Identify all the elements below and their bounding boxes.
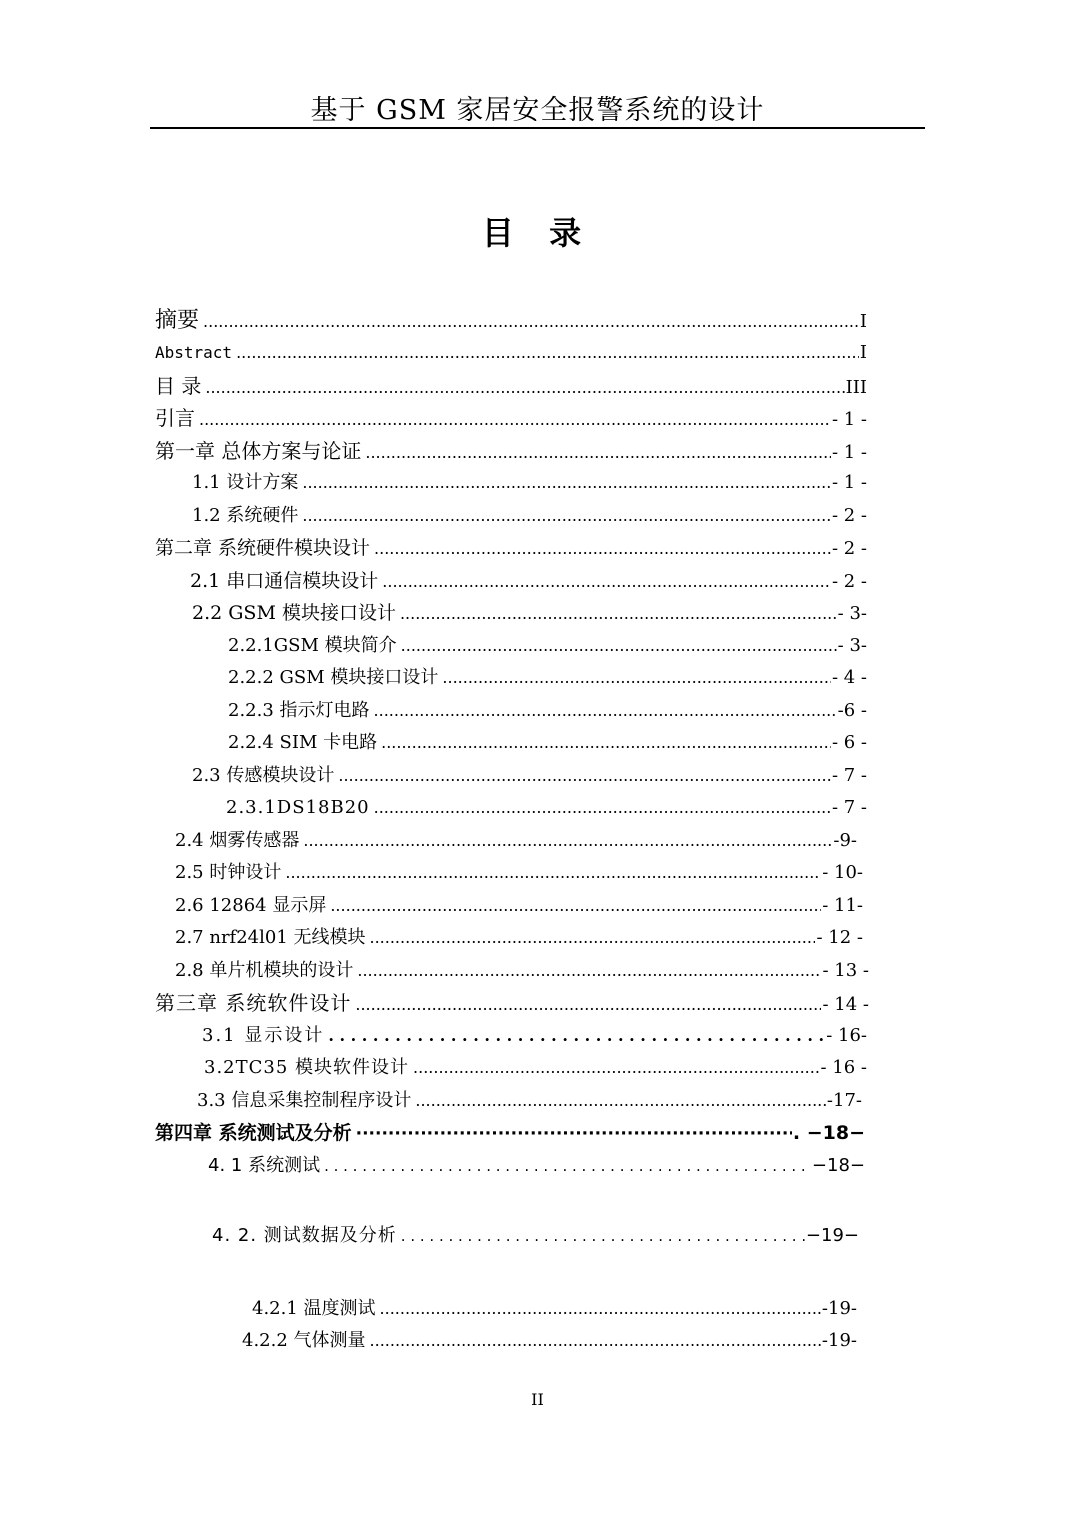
toc-page-number: III (845, 377, 867, 398)
toc-leader (302, 468, 831, 498)
toc-leader (205, 373, 844, 403)
toc-entry-4-2[interactable] (212, 1221, 859, 1251)
toc-page-number: - 16- (826, 1025, 867, 1046)
toc-leader (442, 663, 831, 693)
toc-page-number: - 3- (837, 635, 867, 656)
toc-leader (302, 501, 831, 531)
toc-entry-label: 第四章 系统测试及分析 (155, 1122, 352, 1144)
toc-leader (338, 761, 831, 791)
toc-entry-4-2-1[interactable] (252, 1294, 857, 1324)
toc-entry-3-2[interactable] (204, 1053, 867, 1083)
toc-page-number: - 3- (837, 603, 867, 624)
toc-entry-label: 1.1 设计方案 (192, 472, 299, 493)
toc-entry-chapter-1[interactable] (155, 436, 867, 466)
toc-entry-label: 2.2.3 指示灯电路 (228, 700, 370, 721)
toc-entry-chapter-2[interactable] (155, 533, 867, 563)
toc-entry-2-2[interactable] (192, 598, 867, 628)
toc-leader (400, 599, 837, 629)
toc-entry-label: 2.2.4 SIM 卡电路 (228, 732, 378, 753)
toc-entry-2-2-4[interactable] (228, 728, 867, 758)
toc-page-number: - 2 - (831, 538, 867, 559)
toc-page-number: - 4 - (831, 667, 867, 688)
toc-page-number: -9- (833, 830, 857, 851)
toc-entry-2-2-2[interactable] (228, 663, 867, 693)
toc-leader (330, 891, 821, 921)
toc-page-number: I (859, 342, 867, 363)
toc-entry-2-6[interactable] (175, 891, 863, 921)
toc-page-number: - 14 - (822, 994, 869, 1015)
toc-entry-label: 1.2 系统硬件 (192, 505, 299, 526)
toc-page-number: - 12 - (816, 927, 863, 948)
toc-leader (401, 1221, 805, 1251)
toc-entry-label: 2.2.1GSM 模块简介 (228, 635, 397, 656)
toc-entry-label: 摘要 (155, 308, 200, 333)
toc-page-number: - 1 - (831, 442, 867, 463)
toc-entry-chapter-3[interactable] (155, 988, 869, 1018)
toc-entry-label: Abstract (155, 343, 233, 362)
toc-page-number: - 7 - (831, 765, 867, 786)
toc-leader (370, 1326, 821, 1356)
toc-entry-2-1[interactable] (190, 566, 867, 596)
toc-entry-2-7[interactable] (175, 923, 863, 953)
toc-page-number: - 11- (822, 895, 863, 916)
toc-leader (357, 956, 821, 986)
toc-entry-label: 2.1 串口通信模块设计 (190, 570, 379, 592)
toc-leader (381, 728, 831, 758)
toc-leader (380, 1294, 821, 1324)
toc-entry-4-1[interactable] (208, 1151, 865, 1181)
toc-page-number: - 2 - (831, 571, 867, 592)
toc-leader (413, 1053, 819, 1083)
toc-entry-2-8[interactable] (175, 956, 869, 986)
toc-entry-label: 引言 (155, 406, 195, 430)
toc-entry-2-3[interactable] (192, 761, 867, 791)
toc-entry-label: 3.2TC35 模块软件设计 (204, 1057, 410, 1078)
toc-entry-label: 4.2.2 气体测量 (242, 1330, 366, 1351)
toc-leader (199, 405, 831, 435)
toc-leader (356, 1119, 792, 1149)
toc-entry-3-3[interactable] (197, 1086, 862, 1116)
toc-leader (303, 826, 832, 856)
toc-entry-2-3-1[interactable] (226, 793, 867, 823)
toc-entry-label: 第三章 系统软件设计 (155, 991, 352, 1015)
toc-page-number: - 2 - (831, 505, 867, 526)
toc-leader (285, 858, 821, 888)
toc-entry-2-2-3[interactable] (228, 696, 867, 726)
toc-page-number: −19− (805, 1225, 859, 1246)
header-rule (150, 127, 925, 129)
page-number: II (531, 1390, 544, 1409)
toc-page-number: I (859, 311, 867, 332)
toc-entry-label: 2.8 单片机模块的设计 (175, 960, 354, 981)
toc-entry-3-1[interactable] (202, 1021, 867, 1051)
toc-entry-label: 2.7 nrf24l01 无线模块 (175, 927, 366, 948)
toc-entry-label: 3.3 信息采集控制程序设计 (197, 1090, 412, 1111)
toc-leader (203, 307, 859, 337)
toc-page-number: . −18− (792, 1122, 865, 1144)
toc-page-number: −18− (811, 1155, 865, 1176)
toc-page-number: - 7 - (831, 797, 867, 818)
toc-page-number: - 1 - (831, 409, 867, 430)
toc-entry-label: 4. 1 系统测试 (208, 1155, 321, 1176)
toc-leader (355, 990, 821, 1020)
toc-page-number: - 10- (822, 862, 863, 883)
toc-leader (374, 696, 837, 726)
toc-entry-label: 第一章 总体方案与论证 (155, 439, 362, 463)
toc-leader (415, 1086, 826, 1116)
toc-entry-contents[interactable] (155, 371, 867, 401)
toc-entry-abstract-cn[interactable] (155, 306, 867, 336)
running-header: 基于 GSM 家居安全报警系统的设计 (310, 95, 765, 126)
toc-page-number: - 13 - (822, 960, 869, 981)
toc-leader (328, 1021, 825, 1051)
toc-entry-introduction[interactable] (155, 403, 867, 433)
toc-leader (382, 567, 831, 597)
toc-entry-label: 4. 2. 测试数据及分析 (212, 1225, 397, 1246)
toc-entry-label: 2.4 烟雾传感器 (175, 830, 300, 851)
toc-title: 目 录 (481, 214, 594, 252)
toc-leader (374, 534, 831, 564)
toc-entry-label: 2.2.2 GSM 模块接口设计 (228, 667, 439, 688)
toc-entry-abstract-en[interactable] (155, 338, 867, 368)
toc-entry-4-2-2[interactable] (242, 1326, 857, 1356)
toc-entry-label: 2.2 GSM 模块接口设计 (192, 602, 396, 624)
toc-leader (324, 1151, 811, 1181)
toc-leader (370, 923, 816, 953)
toc-page-number: -17- (826, 1090, 862, 1111)
toc-entry-label: 2.3 传感模块设计 (192, 765, 335, 786)
toc-entry-1-1[interactable] (192, 468, 867, 498)
toc-page-number: - 16 - (820, 1057, 867, 1078)
toc-entry-label: 2.3.1DS18B20 (226, 797, 370, 818)
toc-entry-2-4[interactable] (175, 826, 857, 856)
toc-page-number: -19- (821, 1330, 857, 1351)
toc-leader (365, 438, 831, 468)
toc-entry-2-2-1[interactable] (228, 631, 867, 661)
toc-page-number: -19- (821, 1298, 857, 1319)
toc-leader (374, 793, 831, 823)
toc-entry-label: 第二章 系统硬件模块设计 (155, 537, 371, 559)
toc-entry-label: 4.2.1 温度测试 (252, 1298, 376, 1319)
toc-entry-label: 目 录 (155, 374, 202, 398)
toc-page-number: -6 - (837, 700, 867, 721)
toc-page-number: - 6 - (831, 732, 867, 753)
toc-entry-label: 3.1 显示设计 (202, 1025, 325, 1046)
toc-leader (236, 338, 859, 368)
toc-entry-label: 2.5 时钟设计 (175, 862, 282, 883)
toc-entry-label: 2.6 12864 显示屏 (175, 895, 327, 916)
toc-entry-2-5[interactable] (175, 858, 863, 888)
toc-entry-1-2[interactable] (192, 501, 867, 531)
toc-page-number: - 1 - (831, 472, 867, 493)
toc-leader (401, 631, 837, 661)
toc-entry-chapter-4[interactable] (155, 1118, 865, 1148)
